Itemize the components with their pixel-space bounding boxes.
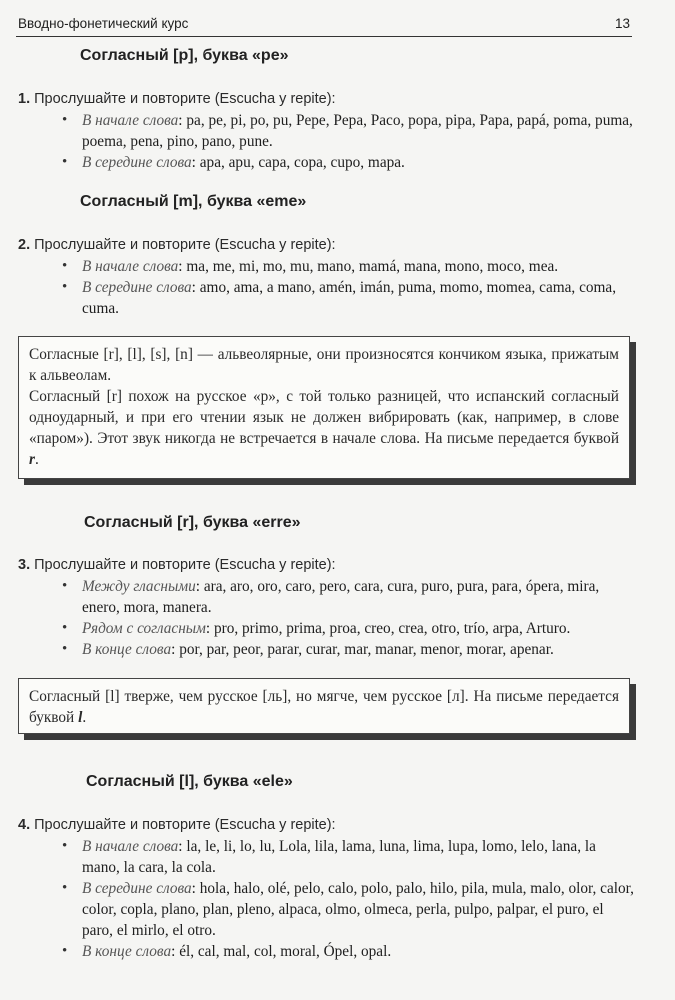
list-item: • В начале слова: la, le, li, lo, lu, Lola, lila, lama, luna, lima, lupa, lomo, lelo, lana, la mano, la cara, la cola.: [62, 836, 634, 878]
task-4: [18, 817, 336, 833]
task-2: [18, 237, 336, 253]
task-1: [18, 91, 336, 107]
running-title: Вводно-фонетический курс: [18, 16, 189, 31]
section-title-r: Согласный [r], буква «erre»: [84, 514, 301, 531]
item-label: В середине слова: [82, 154, 192, 171]
item-label: В середине слова: [82, 880, 192, 897]
task-number: 1.: [18, 91, 31, 107]
task-3: [18, 557, 336, 573]
item-label: Между гласными: [82, 578, 196, 595]
item-text: apa, apu, capa, copa, cupo, mapa.: [199, 154, 405, 171]
item-text: ara, aro, oro, caro, pero, cara, cura, puro, pura, para, ópera, mira, enero, mora, manera.: [82, 578, 600, 616]
item-label: В начале слова: [82, 838, 179, 855]
note-paragraph: Согласный [r] похож на русское «р», с той только разницей, что испанский согласный одноударный, и при его чтении язык не должен вибрировать (как, например, в слове «паром»). Этот звук никогда не встречается в начале слова. На письме передается буквой r.: [29, 388, 619, 468]
list-item: • В середине слова: apa, apu, capa, copa, cupo, mapa.: [62, 152, 634, 173]
item-label: В начале слова: [82, 258, 179, 275]
examples-list-l: [62, 836, 634, 962]
item-label: В конце слова: [82, 641, 172, 658]
task-number: 4.: [18, 817, 31, 833]
list-item: • В конце слова: por, par, peor, parar, curar, mar, manar, menor, morar, apenar.: [62, 639, 634, 660]
item-label: Рядом с согласным: [82, 620, 206, 637]
section-title-p: Согласный [p], буква «pe»: [80, 47, 289, 64]
letter-l: l: [78, 709, 83, 726]
task-instruction: Прослушайте и повторите (Escucha y repite):: [34, 237, 336, 253]
letter-r: r: [29, 451, 35, 468]
examples-list-m: [62, 256, 634, 319]
item-label: В начале слова: [82, 112, 179, 129]
note-box-l: [18, 678, 630, 734]
item-label: В середине слова: [82, 279, 192, 296]
note-box-alveolar: [18, 336, 630, 479]
item-text: él, cal, mal, col, moral, Ópel, opal.: [179, 943, 392, 960]
section-title-l: Согласный [l], буква «ele»: [86, 773, 293, 790]
examples-list-p: [62, 110, 634, 173]
item-text: ma, me, mi, mo, mu, mano, mamá, mana, mono, moco, mea.: [186, 258, 559, 275]
list-item: • Рядом с согласным: pro, primo, prima, proa, creo, crea, otro, trío, arpa, Arturo.: [62, 618, 634, 639]
item-label: В конце слова: [82, 943, 172, 960]
list-item: • Между гласными: ara, aro, oro, caro, pero, cara, cura, puro, pura, para, ópera, mira, enero, mora, manera.: [62, 576, 634, 618]
item-text: la, le, li, lo, lu, Lola, lila, lama, luna, lima, lupa, lomo, lelo, lana, la mano, la cara, la cola.: [82, 838, 596, 876]
examples-list-r: [62, 576, 634, 660]
note-paragraph: Согласные [r], [l], [s], [n] — альвеолярные, они произносятся кончиком языка, прижатым к альвеолам.: [29, 346, 619, 384]
task-number: 2.: [18, 237, 31, 253]
item-text: pa, pe, pi, po, pu, Pepe, Pepa, Paco, popa, pipa, Papa, papá, poma, puma, poema, pena, pino, pano, pune.: [82, 112, 633, 150]
list-item: • В середине слова: hola, halo, olé, pelo, calo, polo, palo, hilo, pila, mula, malo, olor, calor, color, copla, plano, plan, pleno, alpaca, olmo, olmeca, perla, pulpo, palpar, el puro, el paro, el mirlo, el otro.: [62, 878, 634, 941]
note-paragraph: Согласный [l] тверже, чем русское [ль], но мягче, чем русское [л]. На письме передается буквой l.: [29, 688, 619, 726]
task-instruction: Прослушайте и повторите (Escucha y repite):: [34, 817, 336, 833]
item-text: amo, ama, a mano, amén, imán, puma, momo, momea, cama, coma, cuma.: [82, 279, 617, 317]
section-title-m: Согласный [m], буква «eme»: [80, 193, 307, 210]
list-item: • В середине слова: amo, ama, a mano, amén, imán, puma, momo, momea, cama, coma, cuma.: [62, 277, 634, 319]
item-text: por, par, peor, parar, curar, mar, manar, menor, morar, apenar.: [179, 641, 554, 658]
list-item: • В начале слова: pa, pe, pi, po, pu, Pepe, Pepa, Paco, popa, pipa, Papa, papá, poma, puma, poema, pena, pino, pano, pune.: [62, 110, 634, 152]
task-number: 3.: [18, 557, 31, 573]
item-text: hola, halo, olé, pelo, calo, polo, palo, hilo, pila, mula, malo, olor, calor, color, copla, plano, plan, pleno, alpaca, olmo, olmeca, perla, pulpo, palpar, el puro, el paro, el mirlo, el otro.: [82, 880, 634, 939]
task-instruction: Прослушайте и повторите (Escucha y repite):: [34, 91, 336, 107]
list-item: • В начале слова: ma, me, mi, mo, mu, mano, mamá, mana, mono, moco, mea.: [62, 256, 634, 277]
page-number: 13: [614, 16, 630, 31]
item-text: pro, primo, prima, proa, creo, crea, otro, trío, arpa, Arturo.: [213, 620, 571, 637]
list-item: • В конце слова: él, cal, mal, col, moral, Ópel, opal.: [62, 941, 634, 962]
task-instruction: Прослушайте и повторите (Escucha y repite):: [34, 557, 336, 573]
page-header: [16, 14, 632, 37]
